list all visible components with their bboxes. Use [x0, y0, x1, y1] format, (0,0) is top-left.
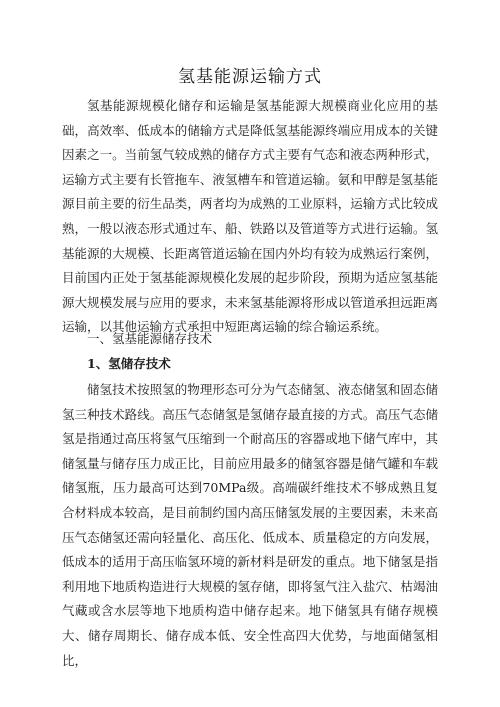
document-title: 氢基能源运输方式: [178, 67, 322, 87]
section-heading: 一、氢基能源储存技术: [87, 331, 213, 346]
intro-paragraph: 氢基能源规模化储存和运输是氢基能源大规模商业化应用的基础，高效率、低成本的储输方式是降低氢基能源终端应用成本的关键因素之一。当前氢气较成熟的储存方式主要有气态和液态两种形式，运输方式主要有长管拖车、液氢槽车和管道运输。氨和甲醇是氢基能源目前主要的衍生品类，两者均为成熟的工业原料，运输方式比较成熟，一般以液态形式通过车、船、铁路以及管道等方式进行运输。氢基能源的大规模、长距离管道运输在国内外均有较为成熟运行案例，目前国内正处于氢基能源规模化发展的起步阶段，预期为适应氢基能源大规模发展与应用的要求，未来氢基能源将形成以管道承担远距离运输，以其他运输方式承担中短距离运输的综合输运系统。: [62, 98, 438, 335]
subsection-heading: 1、氢储存技术: [87, 356, 171, 371]
body-paragraph: 储氢技术按照氢的物理形态可分为气态储氢、液态储氢和固态储氢三种技术路线。高压气态储氢是氢储存最直接的方式。高压气态储氢是指通过高压将氢气压缩到一个耐高压的容器或地下储气库中，其储氢量与储存压力成正比，目前应用最多的储氢容器是储气罐和车载储氢瓶，压力最高可达到70MPa级。高端碳纤维技术不够成熟且复合材料成本较高，是目前制约国内高压储氢发展的主要因素，未来高压气态储氢还需向轻量化、高压化、低成本、质量稳定的方向发展，低成本的适用于高压临氢环境的新材料是研发的重点。地下储氢是指利用地下地质构造进行大规模的氢存储，即将氢气注入盐穴、枯竭油气藏或含水层等地下地质构造中储存起来。地下储氢具有储存规模大、储存周期长、储存成本低、安全性高四大优势，与地面储氢相比，: [62, 382, 438, 668]
